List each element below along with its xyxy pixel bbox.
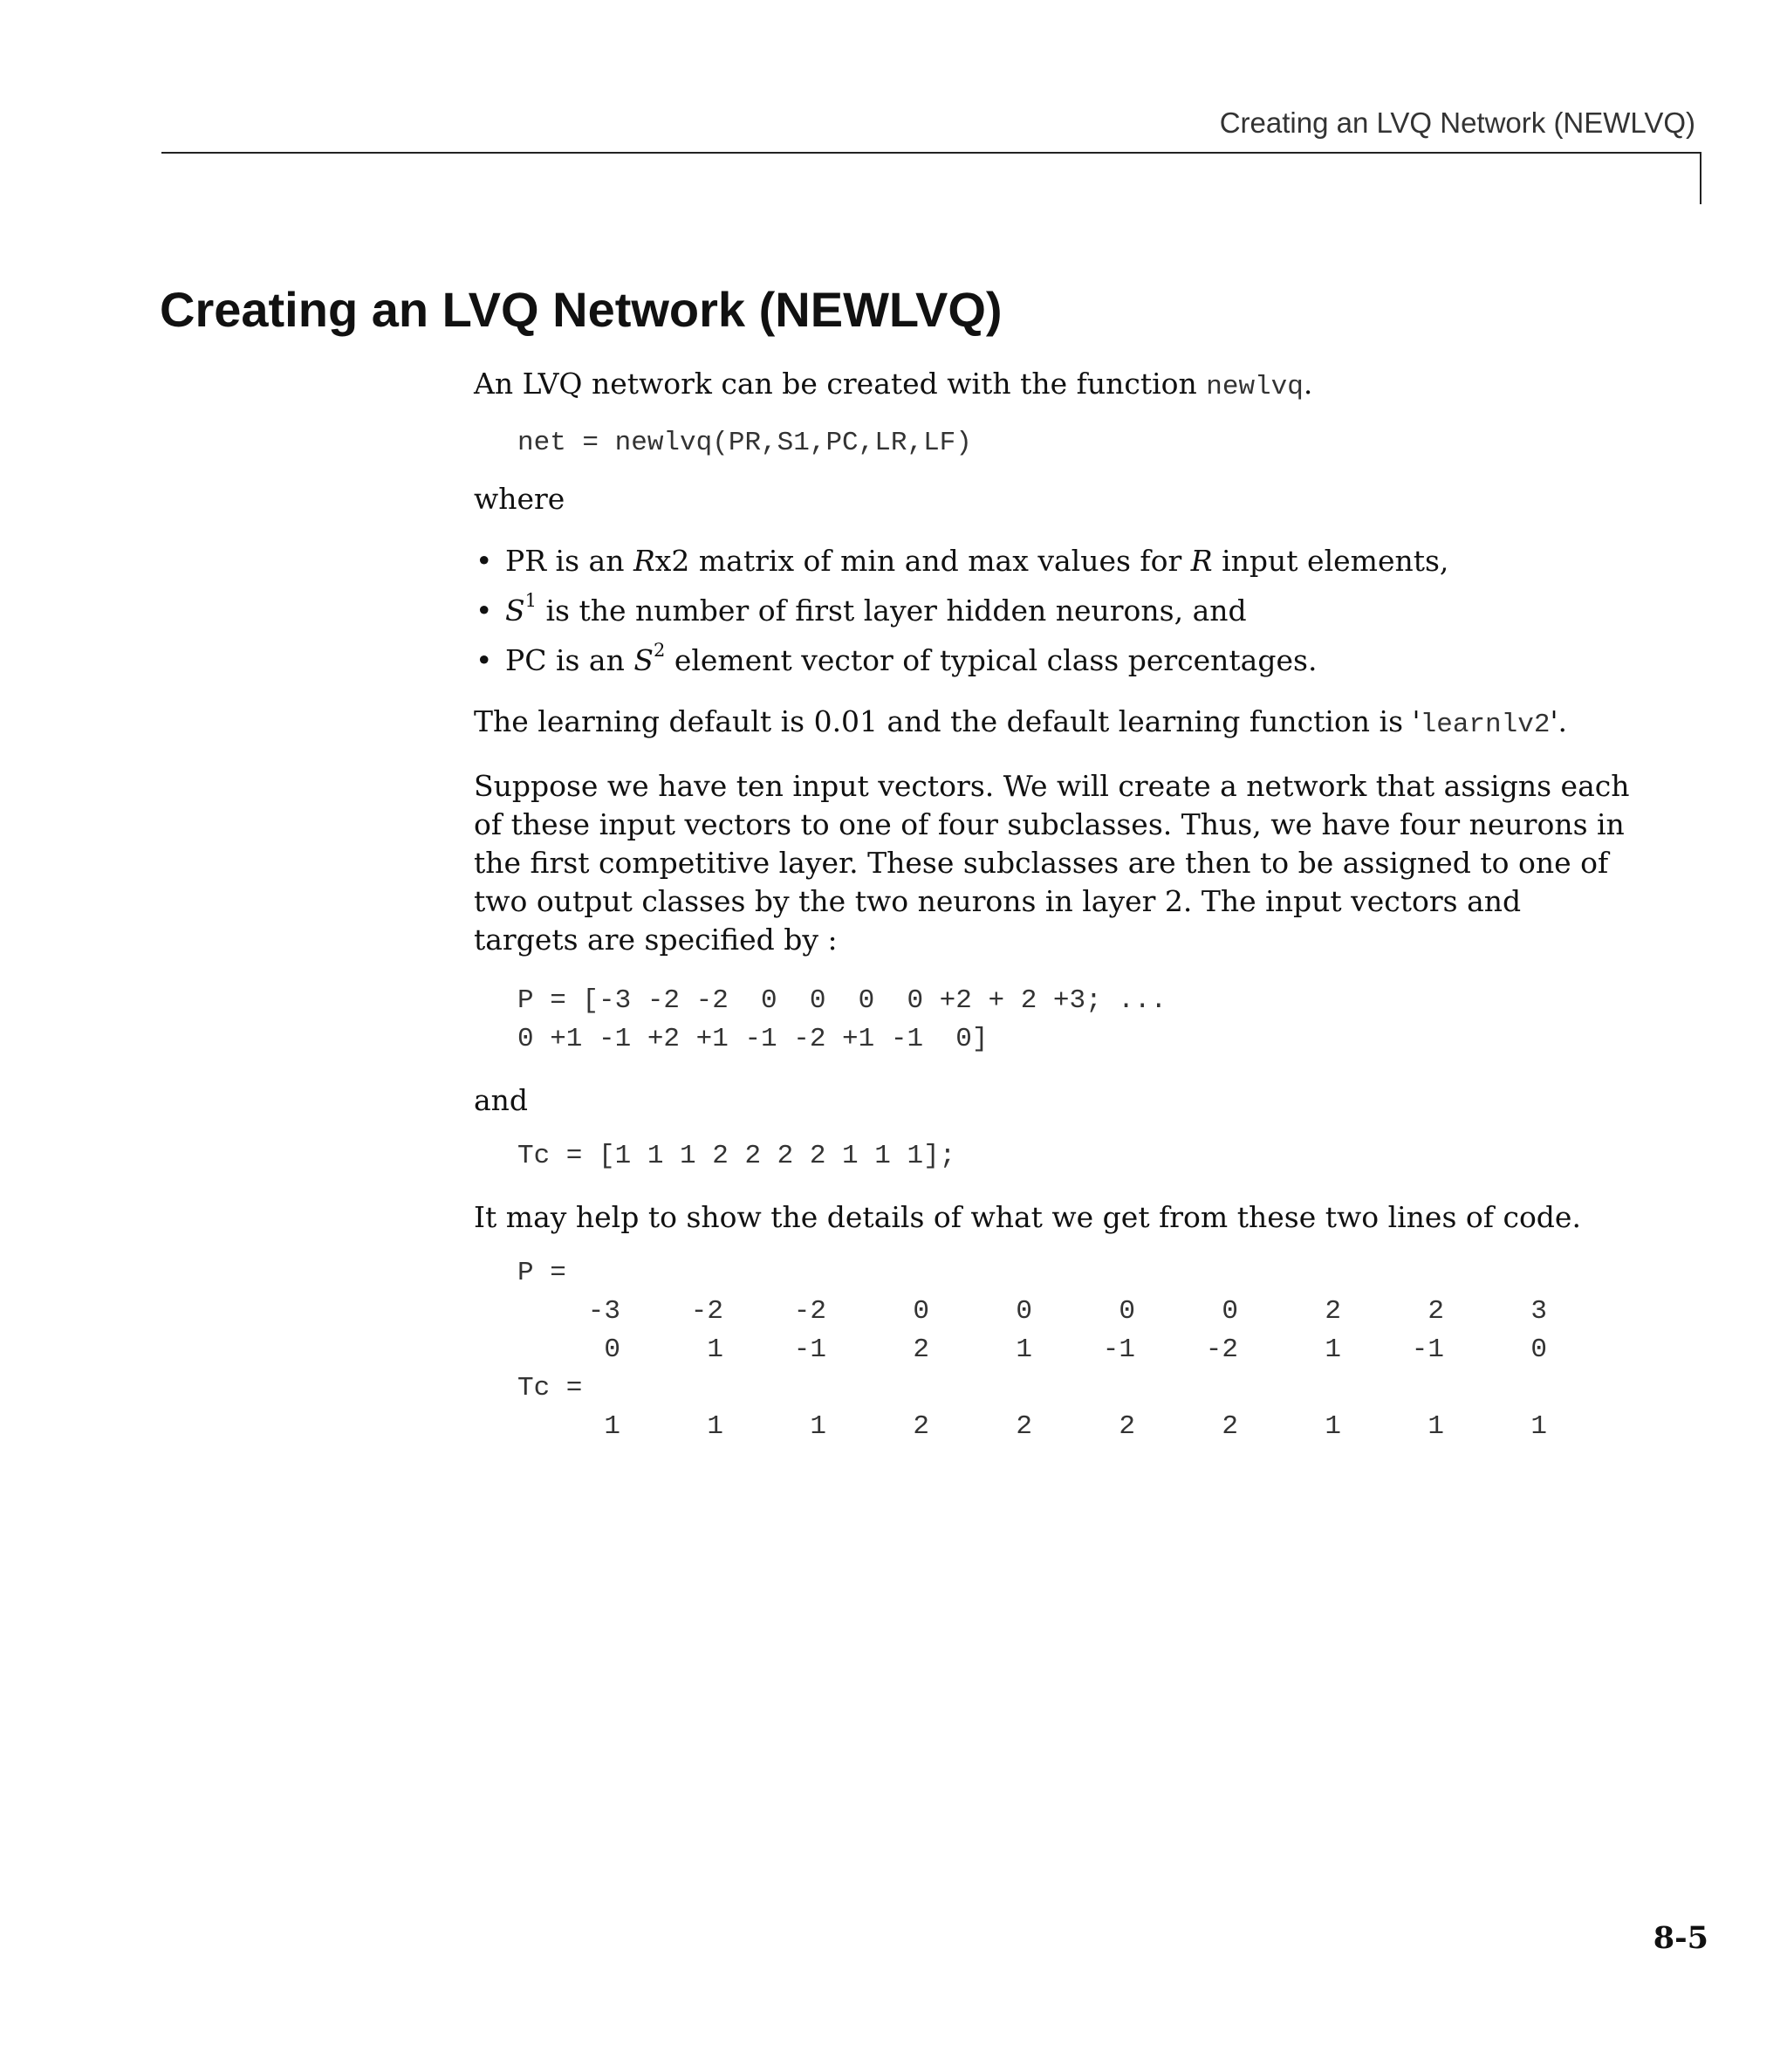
table-row (517, 1331, 1547, 1369)
default-function-name: learnlv2 (1420, 710, 1551, 740)
matrix-cell: -2 (690, 1296, 723, 1327)
list-item (474, 635, 1634, 685)
matrix-cell: 1 (1016, 1334, 1032, 1365)
superscript: 2 (653, 640, 666, 661)
where-label: where (474, 482, 565, 516)
intro-paragraph (474, 365, 1634, 407)
default-end: '. (1550, 704, 1567, 738)
intro-text: An LVQ network can be created with the function (474, 367, 1207, 401)
code-P-line-1: P = [-3 -2 -2 0 0 0 0 +2 + 2 +3; ... (517, 985, 1167, 1016)
suppose-paragraph: Suppose we have ten input vectors. We will create a network that assigns each of these input vectors to one of four subclasses. Thus, we have four neurons in the first competitive layer. These subclasses are then to be assigned to one of two output classes by the two neurons in layer 2. The input vectors and targets are specified by : (474, 769, 1630, 957)
table-row (517, 1293, 1547, 1331)
matrix-cell: 1 (1530, 1411, 1547, 1442)
matrix-cell: 3 (1530, 1296, 1547, 1327)
parameter-list (474, 536, 1634, 685)
matrix-cell: 1 (1428, 1411, 1444, 1442)
matrix-cell: 0 (913, 1296, 929, 1327)
matrix-cell: 1 (1325, 1334, 1341, 1365)
list-item (474, 536, 1634, 586)
matrix-cell: 1 (604, 1411, 620, 1442)
and-label: and (474, 1083, 529, 1117)
bullet-text: element vector of typical class percentages. (665, 643, 1318, 677)
matrix-cell: 1 (1325, 1411, 1341, 1442)
bullet-text: is the number of first layer hidden neurons, and (536, 593, 1247, 628)
matrix-cell: 0 (1530, 1334, 1547, 1365)
running-head: Creating an LVQ Network (NEWLVQ) (1219, 106, 1695, 139)
matrix-cell: 2 (913, 1334, 929, 1365)
matrix-cell: 2 (1428, 1296, 1444, 1327)
header-rule (161, 152, 1701, 154)
math-variable: S (505, 593, 525, 628)
body-text (474, 365, 1634, 1446)
matrix-cell: 0 (1016, 1296, 1032, 1327)
output-matrix (517, 1254, 1547, 1446)
intro-end: . (1303, 367, 1313, 401)
bullet-text: PC is an (505, 643, 634, 677)
matrix-cell: -1 (1411, 1334, 1444, 1365)
header-rule-tick (1700, 152, 1701, 204)
matrix-cell: -2 (1205, 1334, 1238, 1365)
bullet-text: input elements, (1212, 544, 1449, 578)
matrix-cell: 0 (1119, 1296, 1135, 1327)
matrix-cell: -3 (587, 1296, 620, 1327)
matrix-cell: 1 (707, 1411, 723, 1442)
code-Tc: Tc = [1 1 1 2 2 2 2 1 1 1]; (517, 1141, 956, 1171)
matrix-cell: 2 (1016, 1411, 1032, 1442)
matrix-cell: 1 (707, 1334, 723, 1365)
matrix-cell: -1 (1102, 1334, 1135, 1365)
list-item (474, 586, 1634, 635)
bullet-text: PR is an (505, 544, 633, 578)
matrix-cell: 0 (1222, 1296, 1238, 1327)
table-row (517, 1408, 1547, 1446)
matrix-cell: 2 (1222, 1411, 1238, 1442)
matrix-cell: -2 (793, 1296, 826, 1327)
matrix-cell: 1 (810, 1411, 826, 1442)
math-variable: S (633, 643, 654, 677)
matrix-cell: 0 (604, 1334, 620, 1365)
matrix-cell: -1 (793, 1334, 826, 1365)
bullet-text: x2 matrix of min and max values for (654, 544, 1191, 578)
matrix-cell: 2 (913, 1411, 929, 1442)
math-variable: R (1190, 544, 1213, 578)
details-paragraph: It may help to show the details of what we get from these two lines of code. (474, 1200, 1581, 1234)
page-number: 8-5 (1653, 1920, 1708, 1956)
default-paragraph (474, 703, 1634, 744)
code-newlvq-call: net = newlvq(PR,S1,PC,LR,LF) (517, 428, 972, 458)
output-Tc-label: Tc = (517, 1373, 583, 1403)
intro-function-name: newlvq (1206, 372, 1304, 402)
output-P-label: P = (517, 1258, 566, 1288)
default-text: The learning default is 0.01 and the default learning function is ' (474, 704, 1421, 738)
math-variable: R (633, 544, 655, 578)
matrix-cell: 2 (1119, 1411, 1135, 1442)
section-title: Creating an LVQ Network (NEWLVQ) (160, 282, 1003, 337)
superscript: 1 (524, 590, 537, 611)
matrix-cell: 2 (1325, 1296, 1341, 1327)
code-P-line-2: 0 +1 -1 +2 +1 -1 -2 +1 -1 0] (517, 1024, 989, 1054)
